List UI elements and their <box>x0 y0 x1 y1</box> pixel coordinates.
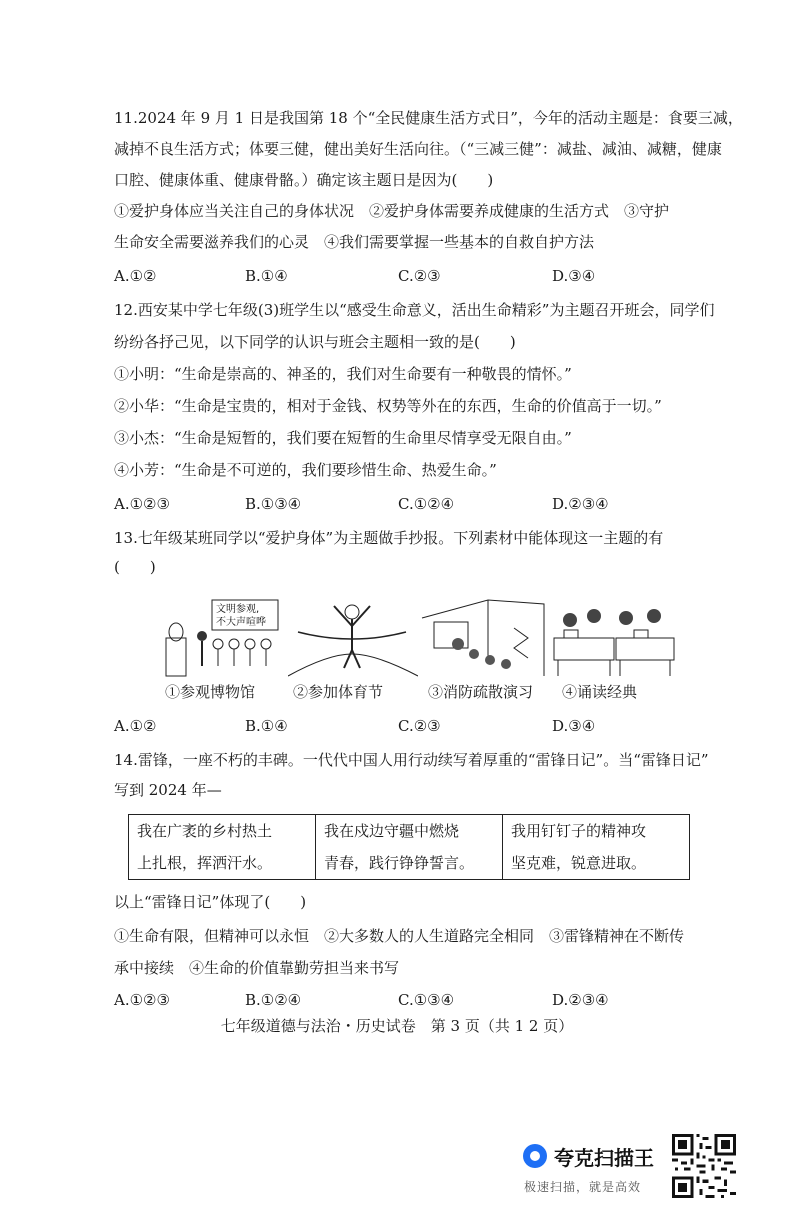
q12-line-1: 12.西安某中学七年级(3)班学生以“感受生命意义，活出生命精彩”为主题召开班会，同学们 <box>114 301 715 319</box>
caption-sports-festival: ②参加体育节 <box>293 683 384 701</box>
museum-sign-line-2: 不大声喧哗 <box>216 617 266 628</box>
caption-reading-classics: ④诵读经典 <box>562 683 638 701</box>
scanner-brand-name: 夸克扫描王 <box>554 1146 654 1170</box>
q12-line-2: 纷纷各抒己见，以下同学的认识与班会主题相一致的是( ) <box>114 333 516 351</box>
reading-classics-illustration <box>550 598 680 678</box>
q12-option-b: B.①③④ <box>245 495 302 513</box>
q14-line-4: ①生命有限，但精神可以永恒 ②大多数人的人生道路完全相同 ③雷锋精神在不断传 <box>114 927 685 945</box>
q11-option-d: D.③④ <box>552 267 596 285</box>
q11-line-1: 11.2024 年 9 月 1 日是我国第 18 个“全民健康生活方式日”，今年的活动主题是：食要三减， <box>114 109 743 127</box>
q13-line-2: ( ) <box>114 558 156 576</box>
scanner-slogan: 极速扫描，就是高效 <box>524 1180 642 1194</box>
q11-line-3: 口腔、健康体重、健康骨骼。）确定该主题日是因为( ) <box>114 171 494 189</box>
page-footer: 七年级道德与法治・历史试卷 第 3 页（共 1 2 页） <box>220 1017 574 1035</box>
q13-option-c: C.②③ <box>398 717 441 735</box>
museum-illustration <box>160 598 290 678</box>
leifeng-diary-table <box>128 814 690 880</box>
q13-option-a: A.①② <box>114 717 157 735</box>
scanner-watermark <box>520 1138 670 1198</box>
q11-option-a: A.①② <box>114 267 157 285</box>
q14-line-5: 承中接续 ④生命的价值靠勤劳担当来书写 <box>114 959 400 977</box>
sports-festival-illustration <box>288 598 418 678</box>
q11-line-2: 减掉不良生活方式；体要三健，健出美好生活向往。（“三减三健”：减盐、减油、减糖，健康 <box>114 140 722 158</box>
fire-drill-illustration <box>418 598 548 678</box>
q12-statement-3: ③小杰：“生命是短暂的，我们要在短暂的生命里尽情享受无限自由。” <box>114 429 572 447</box>
table-cell: 我在戍边守疆中燃烧 <box>316 815 503 848</box>
q11-option-b: B.①④ <box>245 267 288 285</box>
q14-option-c: C.①③④ <box>398 991 455 1009</box>
table-cell: 青春，践行铮铮誓言。 <box>316 847 503 880</box>
table-cell: 我在广袤的乡村热土 <box>129 815 316 848</box>
table-row <box>129 847 690 880</box>
q12-option-a: A.①②③ <box>114 495 170 513</box>
q12-statement-4: ④小芳：“生命是不可逆的，我们要珍惜生命、热爱生命。” <box>114 461 497 479</box>
table-row <box>129 815 690 848</box>
q14-option-d: D.②③④ <box>552 991 609 1009</box>
q14-option-a: A.①②③ <box>114 991 170 1009</box>
table-cell: 上扎根，挥洒汗水。 <box>129 847 316 880</box>
caption-fire-drill: ③消防疏散演习 <box>428 683 534 701</box>
q14-option-b: B.①②④ <box>245 991 302 1009</box>
q12-option-d: D.②③④ <box>552 495 609 513</box>
q12-statement-1: ①小明：“生命是崇高的、神圣的，我们对生命要有一种敬畏的情怀。” <box>114 365 572 383</box>
caption-museum: ①参观博物馆 <box>165 683 256 701</box>
q12-option-c: C.①②④ <box>398 495 455 513</box>
q14-line-3: 以上“雷锋日记”体现了( ) <box>114 893 307 911</box>
table-cell: 我用钉钉子的精神攻 <box>503 815 690 848</box>
qr-code-icon <box>672 1134 736 1198</box>
q11-line-5: 生命安全需要滋养我们的心灵 ④我们需要掌握一些基本的自救自护方法 <box>114 233 595 251</box>
museum-sign-line-1: 文明参观, <box>216 604 260 615</box>
q11-option-c: C.②③ <box>398 267 441 285</box>
q12-statement-2: ②小华：“生命是宝贵的，相对于金钱、权势等外在的东西，生命的价值高于一切。” <box>114 397 662 415</box>
q11-line-4: ①爱护身体应当关注自己的身体状况 ②爱护身体需要养成健康的生活方式 ③守护 <box>114 202 670 220</box>
q14-line-2: 写到 2024 年— <box>114 781 222 799</box>
table-cell: 坚克难，锐意进取。 <box>503 847 690 880</box>
q14-line-1: 14.雷锋，一座不朽的丰碑。一代代中国人用行动续写着厚重的“雷锋日记”。当“雷锋日记” <box>114 751 709 769</box>
q13-line-1: 13.七年级某班同学以“爱护身体”为主题做手抄报。下列素材中能体现这一主题的有 <box>114 529 664 547</box>
q13-option-b: B.①④ <box>245 717 288 735</box>
q13-option-d: D.③④ <box>552 717 596 735</box>
scanner-logo-icon <box>523 1144 547 1168</box>
